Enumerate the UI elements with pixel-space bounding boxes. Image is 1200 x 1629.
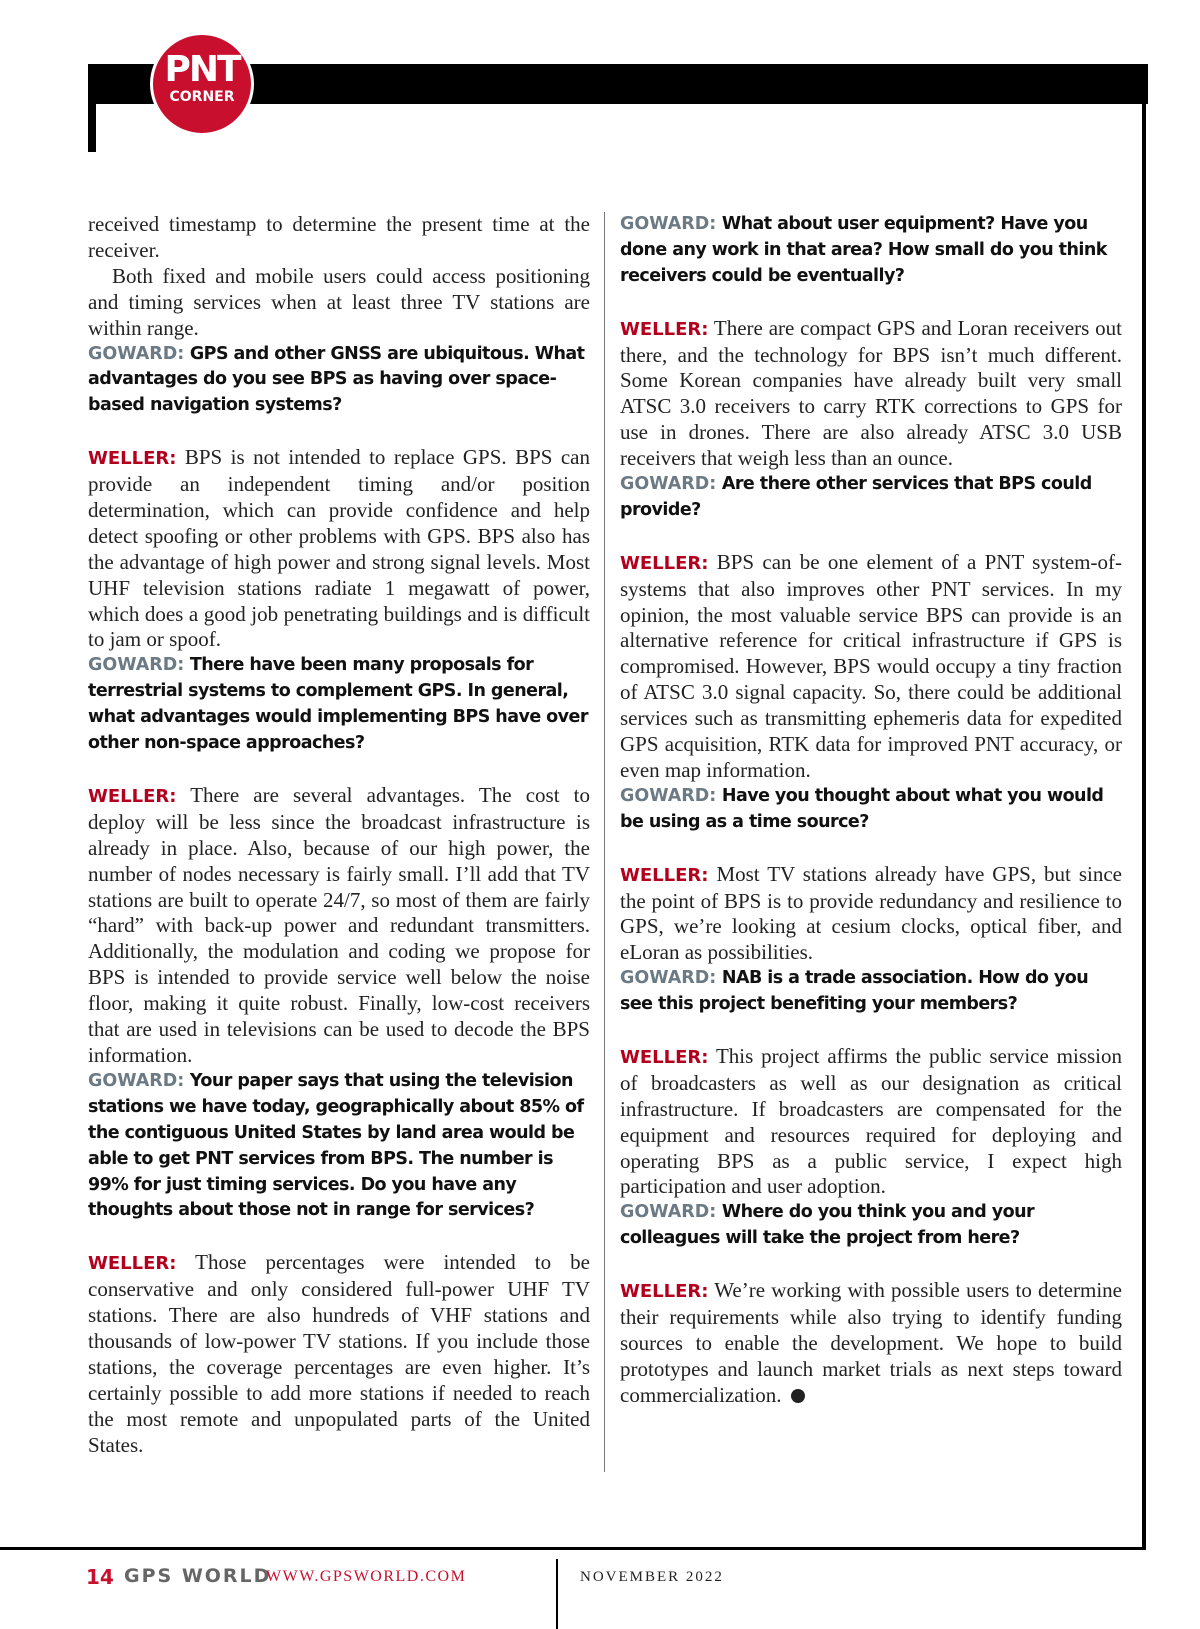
answer-text: BPS can be one element of a PNT system-of-systems that also improves other PNT services. In my opinion, the most valuable service BPS can provide is an alternative reference for critical infrastructure if GPS is compromised. However, BPS would occupy a tiny fraction of ATSC 3.0 signal capacity. So, there could be additional services such as transmitting ephemeris data for expedited GPS acquisition, RTK data for improved PNT accuracy, or even map information. [620,549,1122,782]
question-text: Have you thought about what you would be using as a time source? [620,785,1104,832]
question-text: GPS and other GNSS are ubiquitous. What advantages do you see BPS as having over space-based navigation systems? [88,343,585,416]
footer-separator [556,1559,558,1629]
speaker-weller: WELLER: [88,1253,177,1275]
speaker-weller: WELLER: [88,448,177,470]
question [88,653,590,757]
answer [88,1250,590,1458]
pnt-corner-logo [150,32,254,136]
question-text: What about user equipment? Have you done any work in that area? How small do you think receivers could be eventually? [620,214,1107,286]
right-column [620,212,1122,1409]
question-text: Are there other services that BPS could provide? [620,474,1092,520]
question-text: Your paper says that using the television stations we have today, geographically about 85% of the contiguous United States by land area would be able to get PNT services from BPS. The number is 99% for just timing services. Do you have any thoughts about those not in range for services? [88,1070,584,1221]
question [88,1069,590,1224]
page-number: 14 [86,1565,114,1589]
question [620,966,1122,1018]
question-text: NAB is a trade association. How do you see this project benefiting your members? [620,968,1089,1015]
speaker-weller: WELLER: [620,1281,709,1303]
answer-text: There are compact GPS and Loran receivers out there, and the technology for BPS isn’t much different. Some Korean companies have already built very small ATSC 3.0 receivers to carry RTK corrections to GPS for use in drones. There are also already ATSC 3.0 USB receivers that weigh less than an ounce. [620,315,1123,471]
speaker-goward: GOWARD: [620,474,717,495]
speaker-goward: GOWARD: [88,343,185,364]
page-frame-bottom-rule [0,1547,1146,1550]
logo-corner-text: CORNER [169,89,235,105]
answer [88,445,590,653]
answer [620,1044,1122,1200]
page-footer [86,1565,986,1605]
paragraph: received timestamp to determine the present time at the receiver. [88,212,590,262]
paragraph: Both fixed and mobile users could access positioning and timing services when at least three TV stations are within range. [88,263,590,340]
answer-text: Most TV stations already have GPS, but since the point of BPS is to provide redundancy and resilience to GPS, we’re looking at cesium clocks, optical fiber, and eLoran as possibilities. [620,861,1123,965]
left-column [88,212,590,1458]
answer [620,862,1122,967]
globe-end-mark-icon [791,1389,805,1403]
magazine-name: GPS WORLD [124,1565,272,1587]
speaker-weller: WELLER: [620,318,709,340]
answer-text: BPS is not intended to replace GPS. BPS can provide an independent timing and/or position determination, which can provide confidence and help detect spoofing or other problems with GPS. BPS also has the advantage of high power and strong signal levels. Most UHF television stations radiate 1 megawatt of power, which does a good job penetrating buildings and is difficult to jam or spoof. [88,445,590,652]
speaker-goward: GOWARD: [620,968,717,989]
question [620,212,1122,290]
header-hook [88,64,96,152]
question [620,472,1122,524]
question [88,342,590,420]
speaker-goward: GOWARD: [620,785,717,806]
question [620,1200,1122,1252]
speaker-weller: WELLER: [620,552,709,574]
question-text: Where do you think you and your colleagues will take the project from here? [620,1202,1035,1249]
question [620,784,1122,836]
answer [620,550,1122,784]
answer-text: There are several advantages. The cost to deploy will be less since the broadcast infrastructure is already in place. Also, because of our high power, the number of nodes necessary is fairly small. I’ll add that TV stations are built to operate 24/7, so most of them are fairly “hard” with back-up power and redundant transmitters. Additionally, the modulation and coding we propose for BPS is intended to provide service well below the noise floor, making it quite robust. Finally, low-cost receivers that are used in televisions can be used to decode the BPS information. [88,782,590,1067]
answer-text: We’re working with possible users to determine their requirements while also trying to identify funding sources to enable the development. We hope to build prototypes and launch market trials as next steps toward commercialization. [620,1278,1122,1407]
speaker-goward: GOWARD: [88,1070,185,1091]
speaker-weller: WELLER: [620,864,709,886]
column-divider [604,212,605,1472]
answer-text: This project affirms the public service mission of broadcasters as well as our designation as critical infrastructure. If broadcasters are compensated for the equipment and resources required for deploying and operating BPS as a public service, I expect high participation and user adoption. [620,1043,1123,1199]
answer-text: Those percentages were intended to be conservative and only considered full-power UHF TV stations. There are also hundreds of VHF stations and thousands of low-power TV stations. If you include those stations, the coverage percentages are even higher. It’s certainly possible to add more stations if needed to reach the most remote and unpopulated parts of the United States. [88,1250,590,1457]
issue-date: NOVEMBER 2022 [580,1569,724,1585]
answer [620,316,1122,472]
answer [620,1278,1122,1409]
answer [88,783,590,1069]
speaker-weller: WELLER: [88,785,177,807]
speaker-goward: GOWARD: [88,655,185,676]
speaker-weller: WELLER: [620,1046,709,1068]
logo-pnt-text: PNT [164,49,240,90]
speaker-goward: GOWARD: [620,1202,717,1223]
website-link[interactable]: WWW.GPSWORLD.COM [266,1568,467,1585]
question-text: There have been many proposals for terrestrial systems to complement GPS. In general, what advantages would implementing BPS have over other non-space approaches? [88,655,588,754]
speaker-goward: GOWARD: [620,214,717,234]
page-frame-right-rule [1142,64,1146,1550]
